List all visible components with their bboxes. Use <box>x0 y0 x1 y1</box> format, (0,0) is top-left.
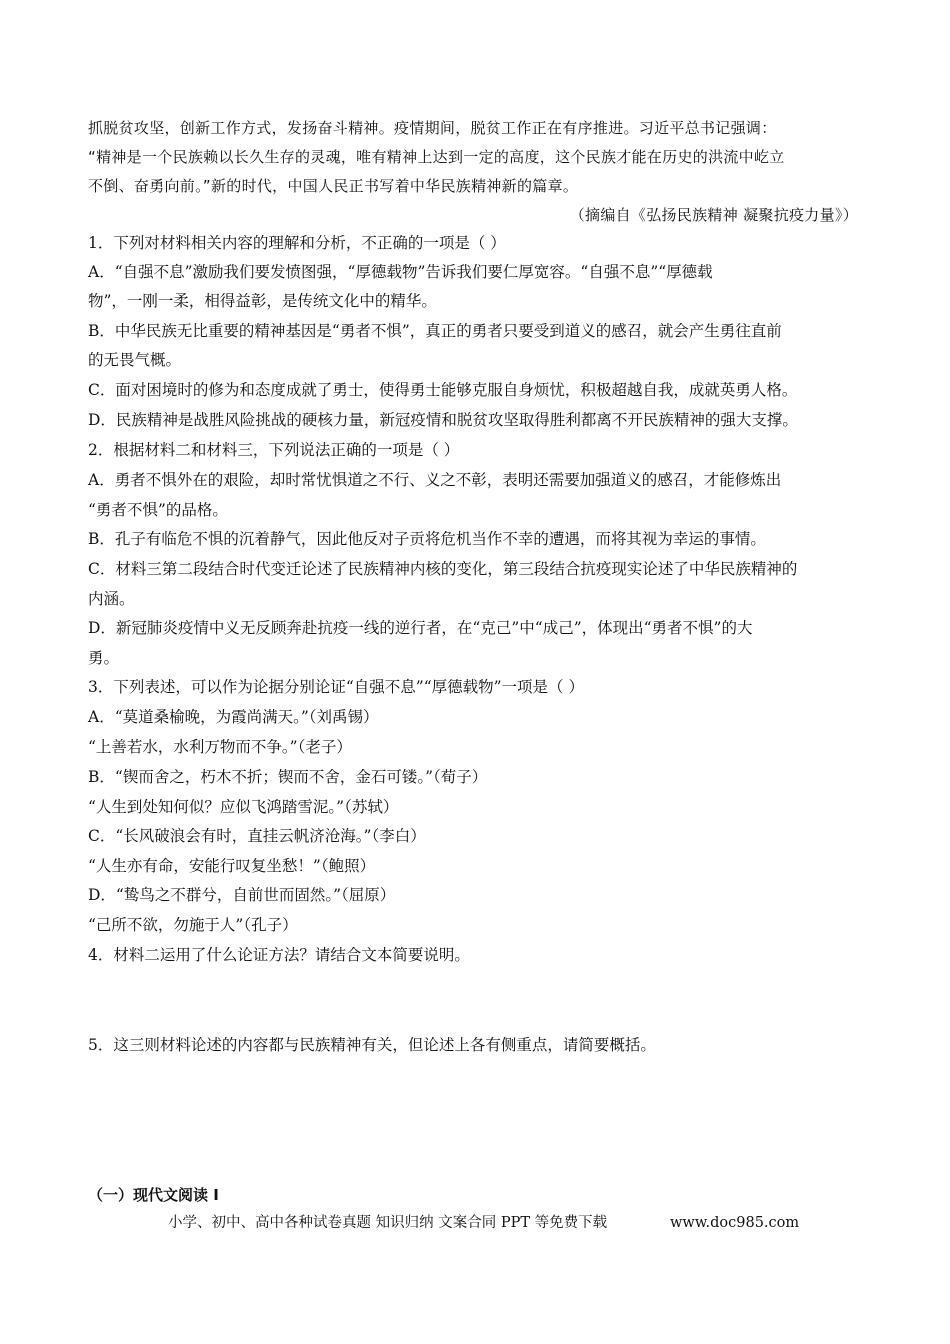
option-line: D．新冠肺炎疫情中义无反顾奔赴抗疫一线的逆行者，在“克己”中“成己”，体现出“勇者不惧”的大 <box>88 619 753 637</box>
option-line: D．“鸷鸟之不群兮，自前世而固然。”（屈原） <box>88 886 396 904</box>
passage-line: 抓脱贫攻坚，创新工作方式，发扬奋斗精神。疫情期间，脱贫工作正在有序推进。习近平总书记强调： <box>88 119 777 137</box>
option-line: B．孔子有临危不惧的沉着静气，因此他反对子贡将危机当作不幸的遭遇，而将其视为幸运的事情。 <box>88 530 766 548</box>
passage-source: （摘编自《弘扬民族精神 凝聚抗疫力量》） <box>569 206 858 224</box>
option-line: “人生亦有命，安能行叹复坐愁！”（鲍照） <box>88 857 376 875</box>
option-line: “上善若水，水利万物而不争。”（老子） <box>88 738 352 756</box>
passage-line: 不倒、奋勇向前。”新的时代，中国人民正书写着中华民族精神新的篇章。 <box>88 177 579 195</box>
option-line: B．中华民族无比重要的精神基因是“勇者不惧”，真正的勇者只要受到道义的感召，就会产生勇往直前 <box>88 322 782 340</box>
option-line: C．面对困境时的修为和态度成就了勇士，使得勇士能够克服自身烦忧，积极超越自我，成就英勇人格。 <box>88 381 798 399</box>
question-stem: 4．材料二运用了什么论证方法？请结合文本简要说明。 <box>88 946 470 964</box>
question-stem: 3．下列表述，可以作为论据分别论证“自强不息”“厚德载物”一项是（ ） <box>88 678 584 696</box>
question-stem: 5．这三则材料论述的内容都与民族精神有关，但论述上各有侧重点，请简要概括。 <box>88 1036 656 1054</box>
option-line: 勇。 <box>88 649 120 667</box>
footer-link[interactable]: www.doc985.com <box>670 1215 800 1231</box>
option-line: C．材料三第二段结合时代变迁论述了民族精神内核的变化，第三段结合抗疫现实论述了中华民族精神的 <box>88 560 798 578</box>
option-line: C．“长风破浪会有时，直挂云帆济沧海。”（李白） <box>88 827 426 845</box>
option-line: A．勇者不惧外在的艰险，却时常忧惧道之不行、义之不彰，表明还需要加强道义的感召，才能修炼出 <box>88 471 782 489</box>
section-heading: （一）现代文阅读 I <box>88 1186 219 1204</box>
footer-text: 小学、初中、高中各种试卷真题 知识归纳 文案合同 PPT 等免费下载 <box>168 1215 608 1231</box>
option-line: 内涵。 <box>88 590 135 608</box>
option-line: A．“莫道桑榆晚，为霞尚满天。”（刘禹锡） <box>88 708 379 726</box>
question-stem: 2．根据材料二和材料三，下列说法正确的一项是（ ） <box>88 441 460 459</box>
option-line: “勇者不惧”的品格。 <box>88 501 228 519</box>
passage-line: “精神是一个民族赖以长久生存的灵魂，唯有精神上达到一定的高度，这个民族才能在历史的洪流中屹立 <box>88 148 785 166</box>
option-line: D．民族精神是战胜风险挑战的硬核力量，新冠疫情和脱贫攻坚取得胜利都离不开民族精神的强大支撑。 <box>88 411 798 429</box>
option-line: 物”，一刚一柔，相得益彰，是传统文化中的精华。 <box>88 292 437 310</box>
question-stem: 1．下列对材料相关内容的理解和分析，不正确的一项是（ ） <box>88 234 506 252</box>
option-line: A．“自强不息”激励我们要发愤图强，“厚德载物”告诉我们要仁厚宽容。“自强不息”“厚德载 <box>88 263 713 281</box>
option-line: “己所不欲，勿施于人”（孔子） <box>88 916 298 934</box>
option-line: B．“锲而舍之，朽木不折；锲而不舍，金石可镂。”（荀子） <box>88 768 488 786</box>
option-line: 的无畏气概。 <box>88 351 182 369</box>
option-line: “人生到处知何似？应似飞鸿踏雪泥。”（苏轼） <box>88 798 399 816</box>
